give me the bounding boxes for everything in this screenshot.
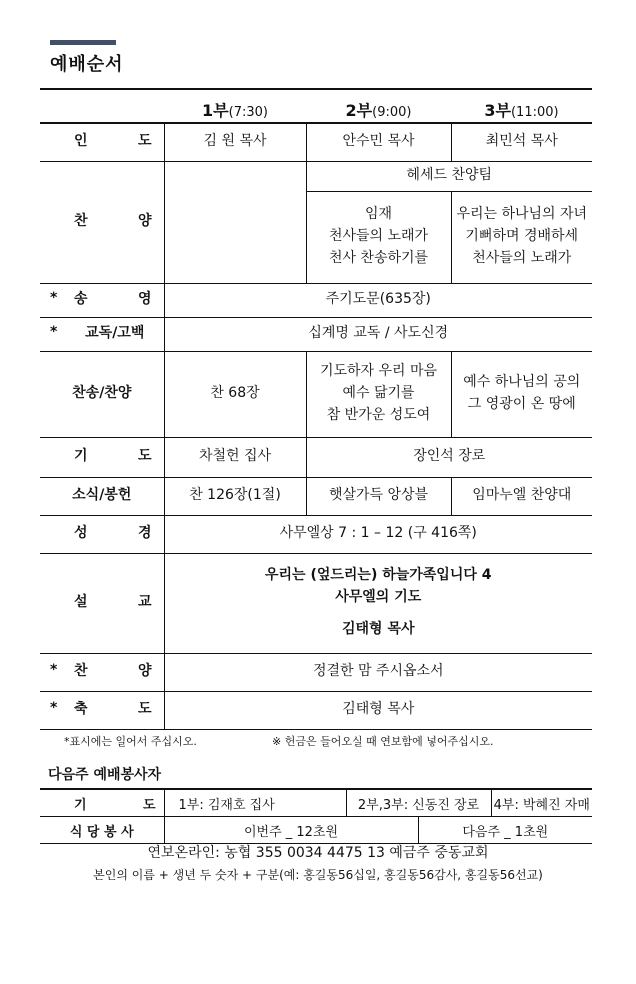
row-scripture (40, 515, 592, 553)
sermon-preacher: 김태형 목사 (342, 620, 415, 637)
row-response (40, 653, 592, 691)
next-prayer-4: 4부: 박혜진 자매 (491, 789, 592, 817)
row-creed (40, 317, 592, 351)
online-offering: 연보온라인: 농협 355 0034 4475 13 예금주 중동교회 (147, 845, 489, 861)
next-week-title: 다음주 예배봉사자 (48, 767, 162, 783)
title-accent-bar (50, 40, 116, 45)
row-praise (40, 161, 592, 191)
praise-team: 헤세드 찬양팀 (306, 161, 592, 191)
invocation-s1: 김 원 목사 (164, 123, 306, 161)
invocation-s2: 안수민 목사 (306, 123, 451, 161)
doxology-value: 주기도문(635장) (164, 283, 592, 317)
next-prayer-1: 1부: 김재호 집사 (164, 789, 346, 817)
creed-value: 십계명 교독 / 사도신경 (164, 317, 592, 351)
worship-order-table (40, 122, 592, 730)
hymn-s2: 기도하자 우리 마음 예수 닮기를 참 반가운 성도여 (306, 351, 451, 437)
next-kitchen-row (40, 817, 592, 844)
label-benediction: * 축 도 (40, 691, 164, 729)
label-invocation: 인 도 (40, 123, 164, 161)
label-prayer: 기 도 (40, 437, 164, 477)
next-prayer-label: 기 도 (40, 789, 164, 817)
praise-s2: 임재 천사들의 노래가 천사 찬송하기를 (306, 191, 451, 283)
kitchen-next-week: 다음주 _ 1초원 (418, 817, 592, 844)
response-value: 정결한 맘 주시옵소서 (164, 653, 592, 691)
offering-note: ※ 헌금은 들어오실 때 연보함에 넣어주십시오. (272, 735, 494, 748)
next-prayer-row (40, 789, 592, 817)
row-doxology (40, 283, 592, 317)
label-news: 소식/봉헌 (40, 477, 164, 515)
praise-s3: 우리는 하나님의 자녀 기뻐하며 경배하세 천사들의 노래가 (451, 191, 592, 283)
label-response: * 찬 양 (40, 653, 164, 691)
row-hymn (40, 351, 592, 437)
prayer-s23: 장인석 장로 (306, 437, 592, 477)
sermon-value (164, 553, 592, 653)
sermon-subtitle: 사무엘의 기도 (335, 589, 422, 606)
next-prayer-23: 2부,3부: 신동진 장로 (346, 789, 491, 817)
service-2-header: 2부(9:00) (345, 101, 412, 120)
news-s3: 임마누엘 찬양대 (451, 477, 592, 515)
page-title: 예배순서 (50, 54, 124, 75)
label-hymn: 찬송/찬양 (40, 351, 164, 437)
row-benediction (40, 691, 592, 729)
offering-format-note: 본인의 이름 + 생년 두 숫자 + 구분(예: 홍길동56십일, 홍길동56감사, 홍길동56선교) (93, 868, 543, 882)
label-doxology: * 송 영 (40, 283, 164, 317)
invocation-s3: 최민석 목사 (451, 123, 592, 161)
label-sermon: 설 교 (40, 553, 164, 653)
label-praise: 찬 양 (40, 161, 164, 283)
row-prayer (40, 437, 592, 477)
kitchen-this-week: 이번주 _ 12초원 (164, 817, 418, 844)
row-news (40, 477, 592, 515)
sermon-title: 우리는 (엎드리는) 하늘가족입니다 4 (265, 567, 492, 584)
praise-s1-empty (164, 161, 306, 283)
service-3-header: 3부(11:00) (484, 101, 559, 120)
benediction-value: 김태형 목사 (164, 691, 592, 729)
hymn-s1: 찬 68장 (164, 351, 306, 437)
row-invocation (40, 123, 592, 161)
scripture-value: 사무엘상 7 : 1 – 12 (구 416쪽) (164, 515, 592, 553)
news-s1: 찬 126장(1절) (164, 477, 306, 515)
service-1-header: 1부(7:30) (202, 101, 268, 120)
label-scripture: 성 경 (40, 515, 164, 553)
kitchen-label: 식 당 봉 사 (40, 817, 164, 844)
hymn-s3: 예수 하나님의 공의 그 영광이 온 땅에 (451, 351, 592, 437)
prayer-s1: 차철헌 집사 (164, 437, 306, 477)
news-s2: 햇살가득 앙상블 (306, 477, 451, 515)
next-week-table (40, 788, 592, 844)
header-rule (40, 88, 592, 90)
label-creed: * 교독/고백 (40, 317, 164, 351)
row-sermon (40, 553, 592, 653)
standing-note: *표시에는 일어서 주십시오. (64, 735, 197, 748)
